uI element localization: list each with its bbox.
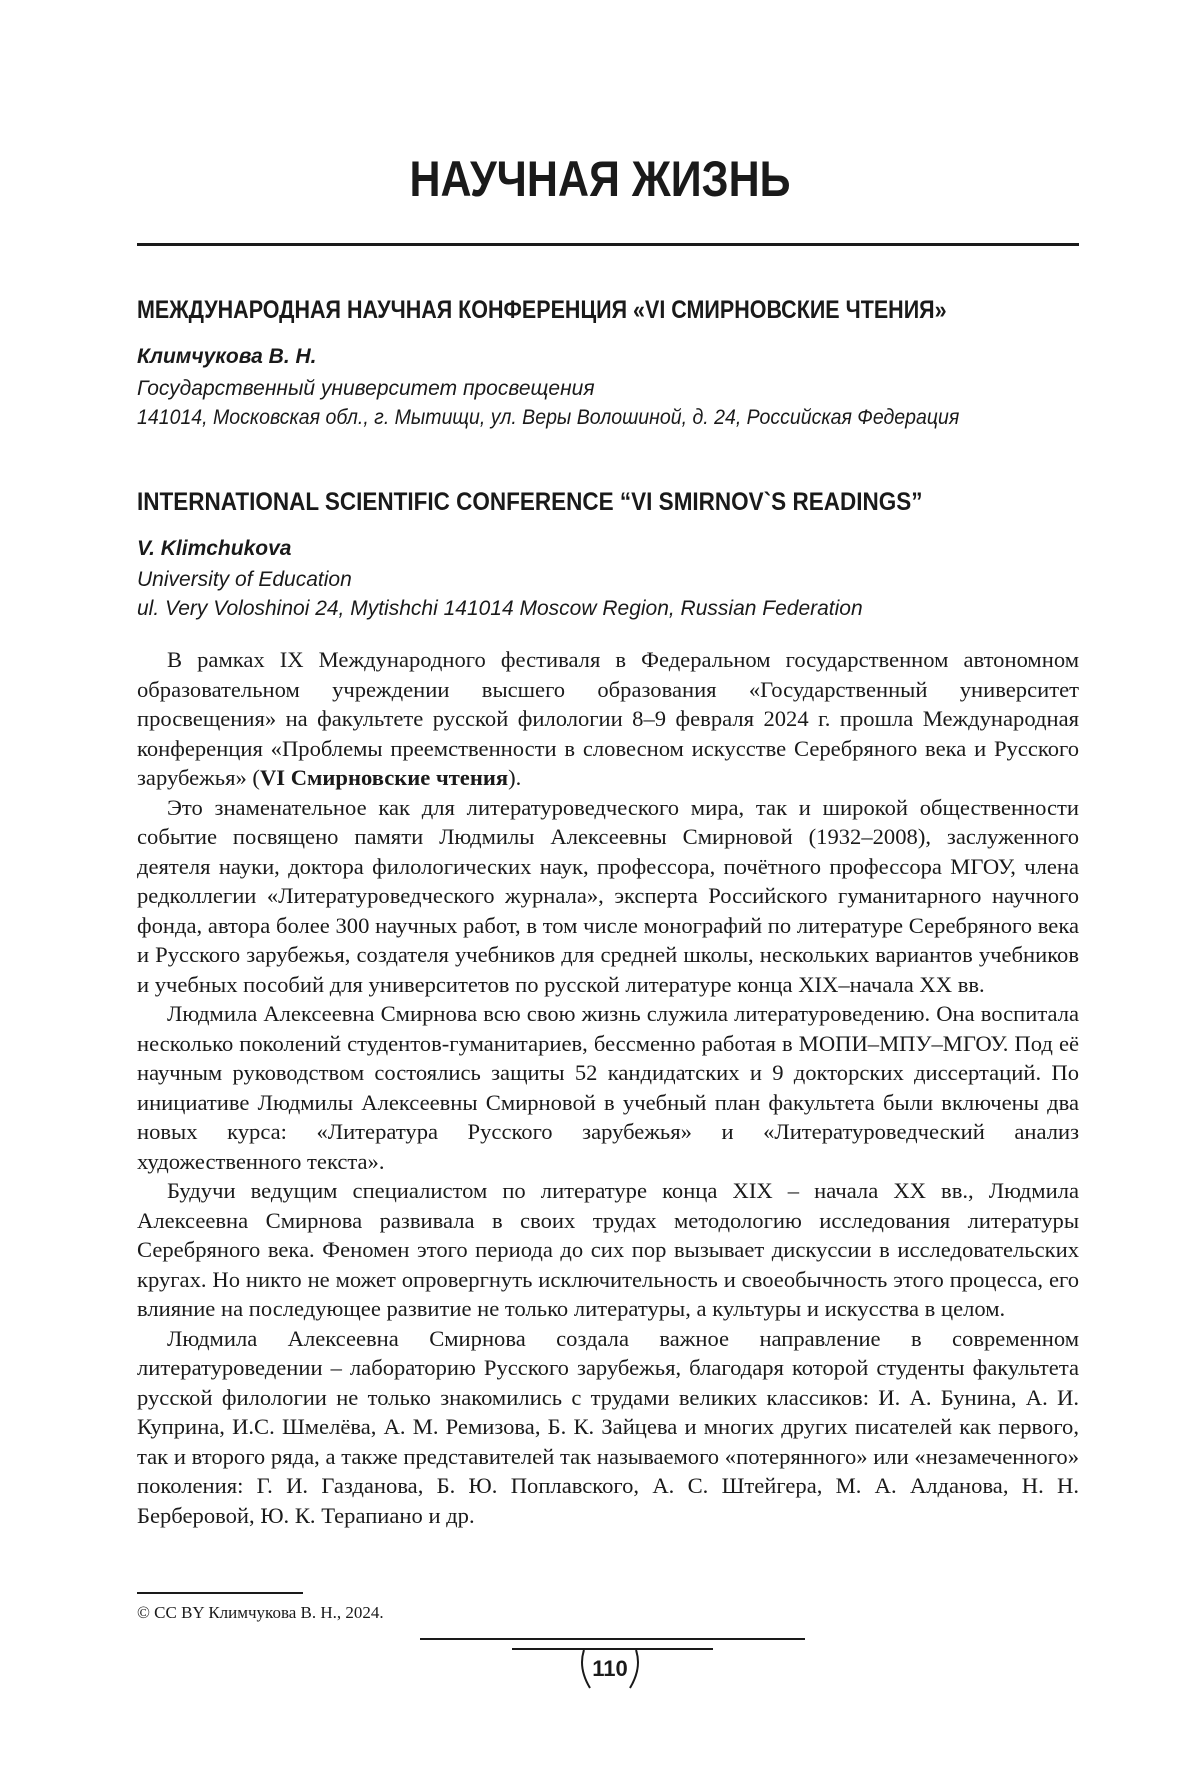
page-number: 110 [592,1656,628,1681]
paragraph-1 [137,645,1079,793]
footer-rule-top [420,1638,805,1640]
address-en: ul. Very Voloshinoi 24, Mytishchi 141014 Moscow Region, Russian Federation [137,597,863,620]
affiliation-ru: Государственный университет просвещения [137,377,595,400]
section-divider [137,243,1079,246]
paragraph-5: Людмила Алексеевна Смирнова создала важное направление в современном литературоведении – лабораторию Русского зарубежья, благодаря которой студенты факультета русской филологии не только знакомились с трудами великих классиков: И. А. Бунина, А. И. Куприна, И.С. Шмелёва, А. М. Ремизова, Б. К. Зайцева и многих других писателей как первого, так и второго ряда, а также представителей так называемого «потерянного» или «незамеченного» поколения: Г. И. Газданова, Б. Ю. Поплавского, А. С. Штейгера, М. А. Алданова, Н. Н. Берберовой, Ю. К. Терапиано и др. [137,1325,1079,1528]
paragraph-4: Будучи ведущим специалистом по литературе конца XIX – начала XX вв., Людмила Алексеевна Смирнова развивала в своих трудах методологию исследования литературы Серебряного века. Феномен этого периода до сих пор вызывает дискуссии в исследовательских кругах. Но никто не может опровергнуть исключительность и своеобычность этого процесса, его влияние на последующее развитие не только литературы, а культуры и искусства в целом. [137,1178,1079,1321]
page-number-badge [570,1648,650,1694]
footnote-divider [137,1592,303,1594]
section-title: НАУЧНАЯ ЖИЗНЬ [409,151,791,207]
article-title-en: INTERNATIONAL SCIENTIFIC CONFERENCE “VI SMIRNOV`S READINGS” [137,488,923,516]
article-body [137,645,1079,1530]
address-ru: 141014, Московская обл., г. Мытищи, ул. Веры Волошиной, д. 24, Российская Федерация [137,406,960,429]
article-title-ru: МЕЖДУНАРОДНАЯ НАУЧНАЯ КОНФЕРЕНЦИЯ «VI СМИРНОВСКИЕ ЧТЕНИЯ» [137,296,947,324]
paragraph-1-text: В рамках IX Международного фестиваля в Федеральном государственном автономном образовательном учреждении высшего образования «Государственный университет просвещения» на факультете русской филологии 8–9 февраля 2024 г. прошла Международная конференция «Проблемы преемственности в словесном искусстве Серебряного века и Русского зарубежья» ( [137,647,1079,790]
paragraph-1-end: ). [508,765,522,790]
paragraph-3: Людмила Алексеевна Смирнова всю свою жизнь служила литературоведению. Она воспитала несколько поколений студентов-гуманитариев, бессменно работая в МОПИ–МПУ–МГОУ. Под её научным руководством состоялись защиты 52 кандидатских и 9 докторских диссертаций. По инициативе Людмилы Алексеевны Смирновой в учебный план факультета были включены два новых курса: «Литература Русского зарубежья» и «Литературоведческий анализ художественного текста». [137,1001,1079,1174]
paragraph-1-bold: VI Смирновские чтения [259,765,509,790]
author-en: V. Klimchukova [137,537,292,560]
copyright-footnote: © CC BY Климчукова В. Н., 2024. [137,1603,384,1622]
affiliation-en: University of Education [137,568,352,591]
paragraph-2: Это знаменательное как для литературоведческого мира, так и широкой общественности событие посвящено памяти Людмилы Алексеевны Смирновой (1932–2008), заслуженного деятеля науки, доктора филологических наук, профессора, почётного профессора МГОУ, члена редколлегии «Литературоведческого журнала», эксперта Российского гуманитарного научного фонда, автора более 300 научных работ, в том числе монографий по литературе Серебряного века и Русского зарубежья, создателя учебников для средней школы, нескольких вариантов учебников и учебных пособий для университетов по русской литературе конца XIX–начала XX вв. [137,794,1079,997]
author-ru: Климчукова В. Н. [137,345,317,368]
